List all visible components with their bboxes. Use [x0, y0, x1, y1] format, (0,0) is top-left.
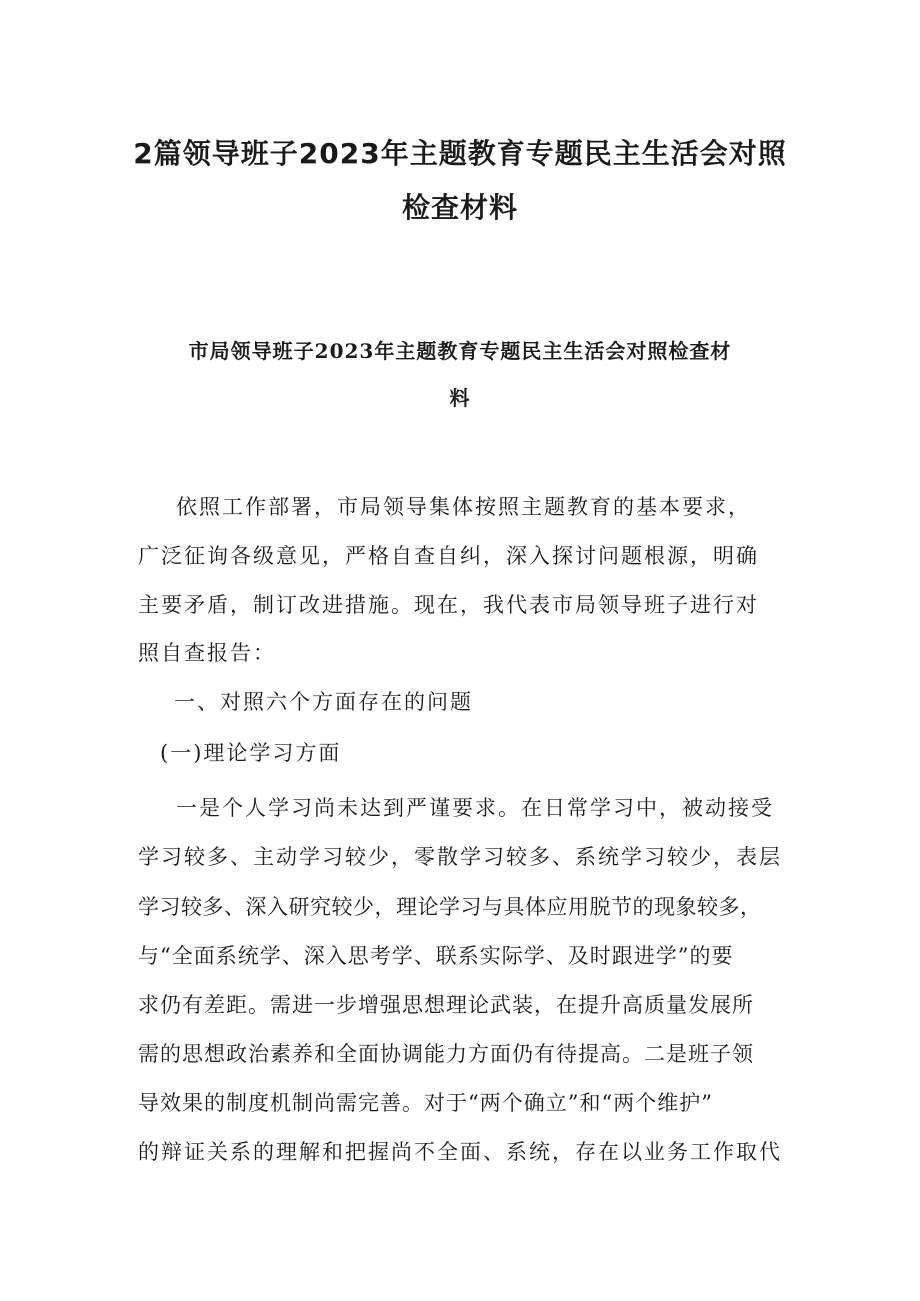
body-line: 学习较多、主动学习较少，零散学习较多、系统学习较少，表层 [138, 845, 782, 869]
body-line: 照自查报告： [138, 641, 276, 665]
body-line: 广泛征询各级意见，严格自查自纠，深入探讨问题根源，明确 [138, 544, 759, 568]
body-line: 一是个人学习尚未达到严谨要求。在日常学习中，被动接受 [176, 796, 774, 820]
body-line: 导效果的制度机制尚需完善。对于“两个确立”和“两个维护” [138, 1091, 713, 1115]
section-title-line-1: 市局领导班子2023年主题教育专题民主生活会对照检查材 [188, 339, 732, 363]
body-line: 依照工作部署，市局领导集体按照主题教育的基本要求， [176, 495, 751, 519]
body-line: 的辩证关系的理解和把握尚不全面、系统，存在以业务工作取代 [138, 1140, 782, 1164]
body-line: 主要矛盾，制订改进措施。现在，我代表市局领导班子进行对 [138, 593, 759, 617]
body-line: 需的思想政治素养和全面协调能力方面仍有待提高。二是班子领 [138, 1042, 754, 1066]
body-line: 求仍有差距。需进一步增强思想理论武装，在提升高质量发展所 [138, 993, 754, 1017]
section-title-line-2: 料 [449, 386, 471, 410]
document-title-line-1: 2篇领导班子2023年主题教育专题民主生活会对照 [133, 137, 787, 170]
body-line: 学习较多、深入研究较少，理论学习与具体应用脱节的现象较多， [138, 895, 762, 919]
document-title-line-2: 检查材料 [401, 191, 518, 224]
body-line: 与“全面系统学、深入思考学、联系实际学、及时跟进学”的要 [138, 944, 734, 968]
subsection-heading: (一)理论学习方面 [160, 741, 342, 765]
section-heading: 一、对照六个方面存在的问题 [174, 690, 473, 714]
